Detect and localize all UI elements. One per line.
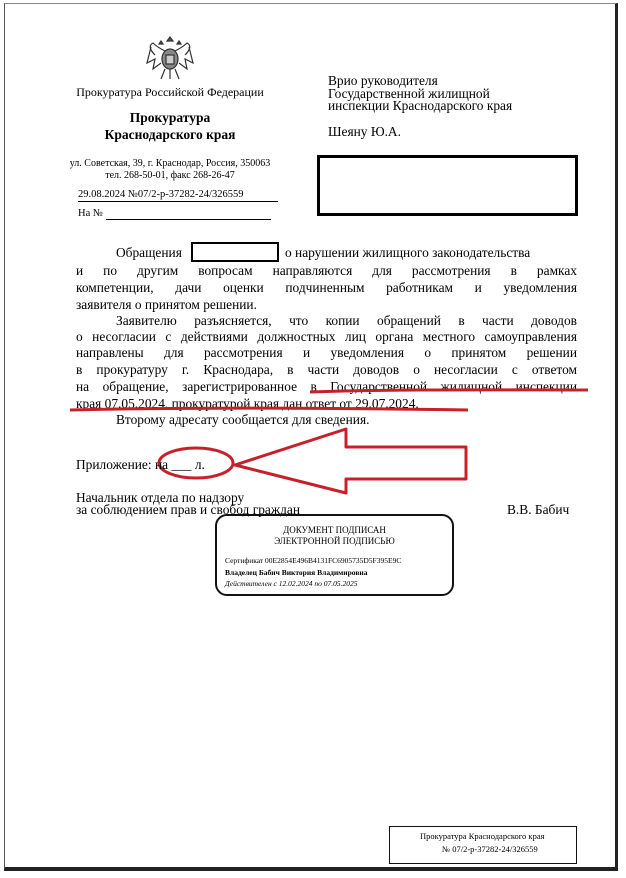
reply-to-line [106, 219, 271, 220]
org-parent: Прокуратура Российской Федерации [76, 85, 264, 99]
stamp-validity: Действителен с 12.02.2024 по 07.05.2025 [225, 579, 358, 588]
recipient-line3: инспекции Краснодарского края [328, 98, 513, 113]
stamp-cert: Сертификат 00E2854E496B4131FC6905735D5F395E9C [225, 556, 402, 565]
p2-line3: направлены для рассмотрения и уведомления о принятом решении [76, 345, 577, 360]
p2-line5: на обращение, зарегистрированное в Государственной жилищной инспекции [76, 379, 577, 394]
org-name-line1: Прокуратура [129, 110, 211, 125]
coat-of-arms-emblem [145, 33, 195, 81]
signatory-title-line1: Начальник отдела по надзору [76, 490, 245, 505]
org-address: ул. Советская, 39, г. Краснодар, Россия, 350063 [69, 158, 271, 169]
attachment-line: Приложение: на ___ л. [76, 457, 205, 472]
p1-line1-start: Обращения [116, 245, 182, 260]
recipient-line2: Государственной жилищной [328, 85, 490, 101]
p1-line4: заявителя о принятом решении. [76, 297, 257, 312]
org-phones: тел. 268-50-01, факс 268-26-47 [105, 170, 235, 181]
signatory-title-line2: за соблюдением прав и свобод граждан [76, 502, 301, 517]
footer-org: Прокуратура Краснодарского края [420, 831, 545, 841]
recipient-block [328, 75, 512, 113]
p1-line1-end: о нарушении жилищного законодательства [285, 245, 531, 260]
p1-line3: компетенции, дачи оценки подчиненным работникам и уведомления [76, 280, 577, 295]
p2-line4: в прокуратуру г. Краснодара, в части доводов о несогласии с ответом [76, 362, 577, 377]
recipient-name: Шеяну Ю.А. [328, 124, 401, 139]
redacted-block [317, 155, 578, 216]
redacted-name [191, 242, 279, 262]
stamp-header2: ЭЛЕКТРОННОЙ ПОДПИСЬЮ [274, 536, 395, 546]
footer-number: № 07/2-р-37282-24/326559 [442, 844, 538, 854]
stamp-owner: Владелец Бабич Виктория Владимировна [225, 568, 368, 577]
p2-line2: о несогласии с действиями должностных лиц органа местного самоуправления [76, 329, 577, 344]
org-name-line2: Краснодарского края [104, 127, 236, 142]
p3-line: Второму адресату сообщается для сведения. [116, 412, 370, 427]
e-signature-stamp [215, 514, 454, 596]
reply-to-label: На № [78, 208, 103, 219]
signatory-name: В.В. Бабич [507, 502, 570, 517]
p1-line2: и по другим вопросам направляются для рассмотрения в рамках [76, 263, 577, 278]
p2-line1: Заявителю разъясняется, что копии обращений в части доводов [116, 313, 577, 328]
recipient-line1: Врио руководителя [328, 73, 438, 88]
outgoing-date-number: 29.08.2024 №07/2-р-37282-24/326559 [78, 189, 278, 202]
stamp-header1: ДОКУМЕНТ ПОДПИСАН [283, 525, 386, 535]
p2-line6: края 07.05.2024, прокуратурой края дан ответ от 29.07.2024. [76, 396, 419, 411]
footer-registration-box [389, 826, 577, 864]
